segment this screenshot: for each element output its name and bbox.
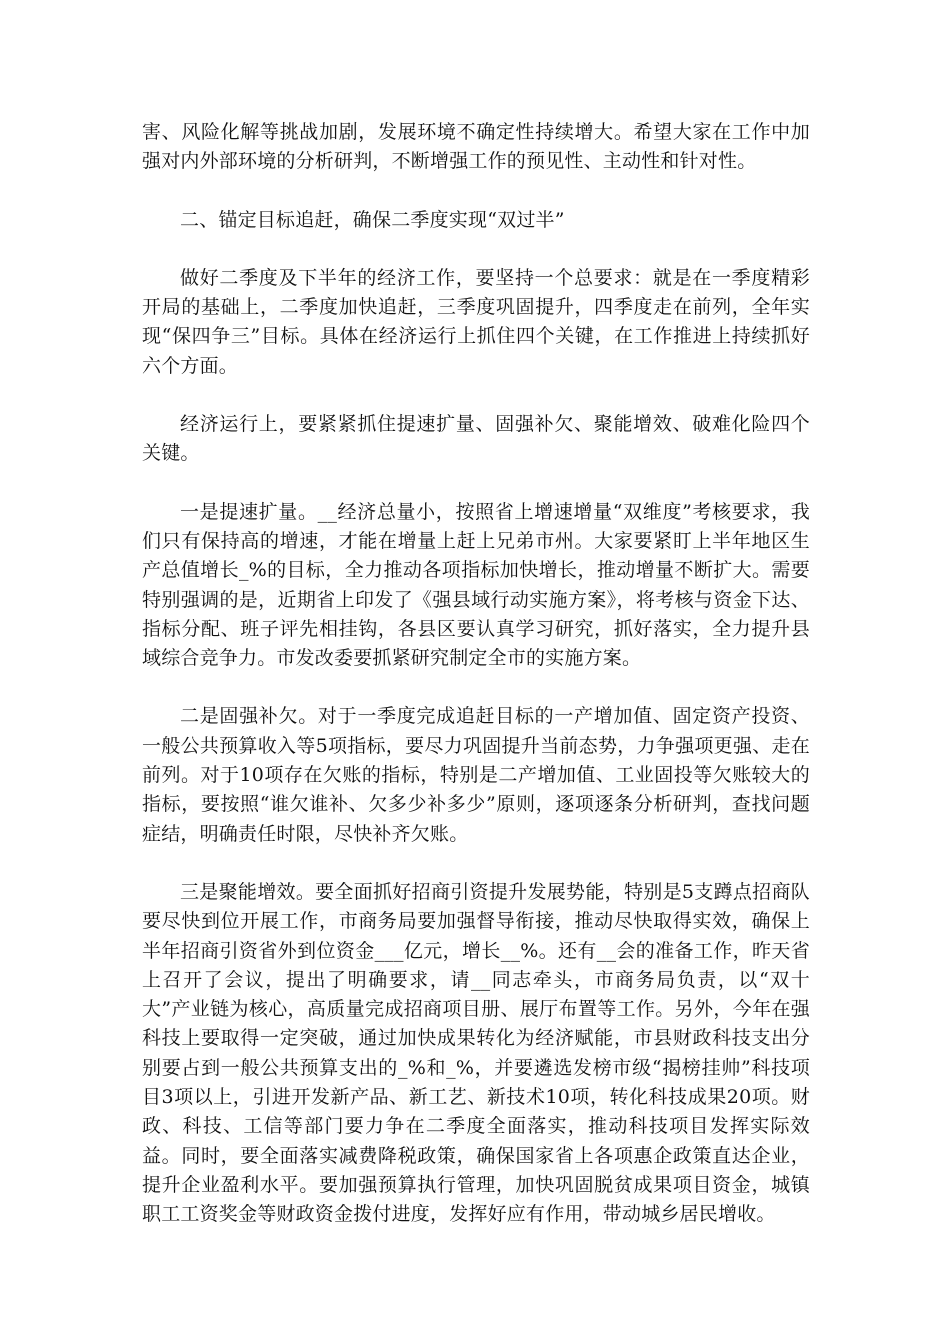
document-body (142, 118, 810, 1259)
paragraph-intro-continuation: 害、风险化解等挑战加剧，发展环境不确定性持续增大。希望大家在工作中加强对内外部环境的分析研判，不断增强工作的预见性、主动性和针对性。 (142, 121, 810, 173)
paragraph-strengthen-weakness: 二是固强补欠。对于一季度完成追赶目标的一产增加值、固定资产投资、一般公共预算收入等5项指标，要尽力巩固提升当前态势，力争强项更强、走在前列。对于10项存在欠账的指标，特别是二产增加值、工业固投等欠账较大的指标，要按照“谁欠谁补、欠多少补多少”原则，逐项逐条分析研判，查找问题症结，明确责任时限，尽快补齐欠账。 (142, 705, 810, 845)
section-heading: 二、锚定目标追赶，确保二季度实现“双过半” (180, 208, 565, 231)
paragraph-efficiency: 三是聚能增效。要全面抓好招商引资提升发展势能，特别是5支蹲点招商队要尽快到位开展工作，市商务局要加强督导衔接，推动尽快取得实效，确保上半年招商引资省外到位资金___亿元，增长__%。还有__会的准备工作，昨天省上召开了会议，提出了明确要求，请__同志牵头，市商务局负责，以“双十大”产业链为核心，高质量完成招商项目册、展厅布置等工作。另外，今年在强科技上要取得一定突破，通过加快成果转化为经济赋能，市县财政科技支出分别要占到一般公共预算支出的_%和_%，并要遴选发榜市级“揭榜挂帅”科技项目3项以上，引进开发新产品、新工艺、新技术10项，转化科技成果20项。财政、科技、工信等部门要力争在二季度全面落实，推动科技项目发挥实际效益。同时，要全面落实减费降税政策，确保国家省上各项惠企政策直达企业，提升企业盈利水平。要加强预算执行管理，加快巩固脱贫成果项目资金，城镇职工工资奖金等财政资金拨付进度，发挥好应有作用，带动城乡居民增收。 (142, 880, 810, 1226)
paragraph-four-keys: 经济运行上，要紧紧抓住提速扩量、固强补欠、聚能增效、破难化险四个关键。 (142, 413, 810, 465)
paragraph-speed-expansion: 一是提速扩量。__经济总量小，按照省上增速增量“双维度”考核要求，我们只有保持高的增速，才能在增量上赶上兄弟市州。大家要紧盯上半年地区生产总值增长_%的目标，全力推动各项指标加快增长，推动增量不断扩大。需要特别强调的是，近期省上印发了《强县域行动实施方案》，将考核与资金下达、指标分配、班子评先相挂钩，各县区要认真学习研究，抓好落实，全力提升县域综合竞争力。市发改委要抓紧研究制定全市的实施方案。 (142, 500, 810, 670)
paragraph-general-requirement: 做好二季度及下半年的经济工作，要坚持一个总要求：就是在一季度精彩开局的基础上，二季度加快追赶，三季度巩固提升，四季度走在前列，全年实现“保四争三”目标。具体在经济运行上抓住四个关键，在工作推进上持续抓好六个方面。 (142, 266, 810, 377)
